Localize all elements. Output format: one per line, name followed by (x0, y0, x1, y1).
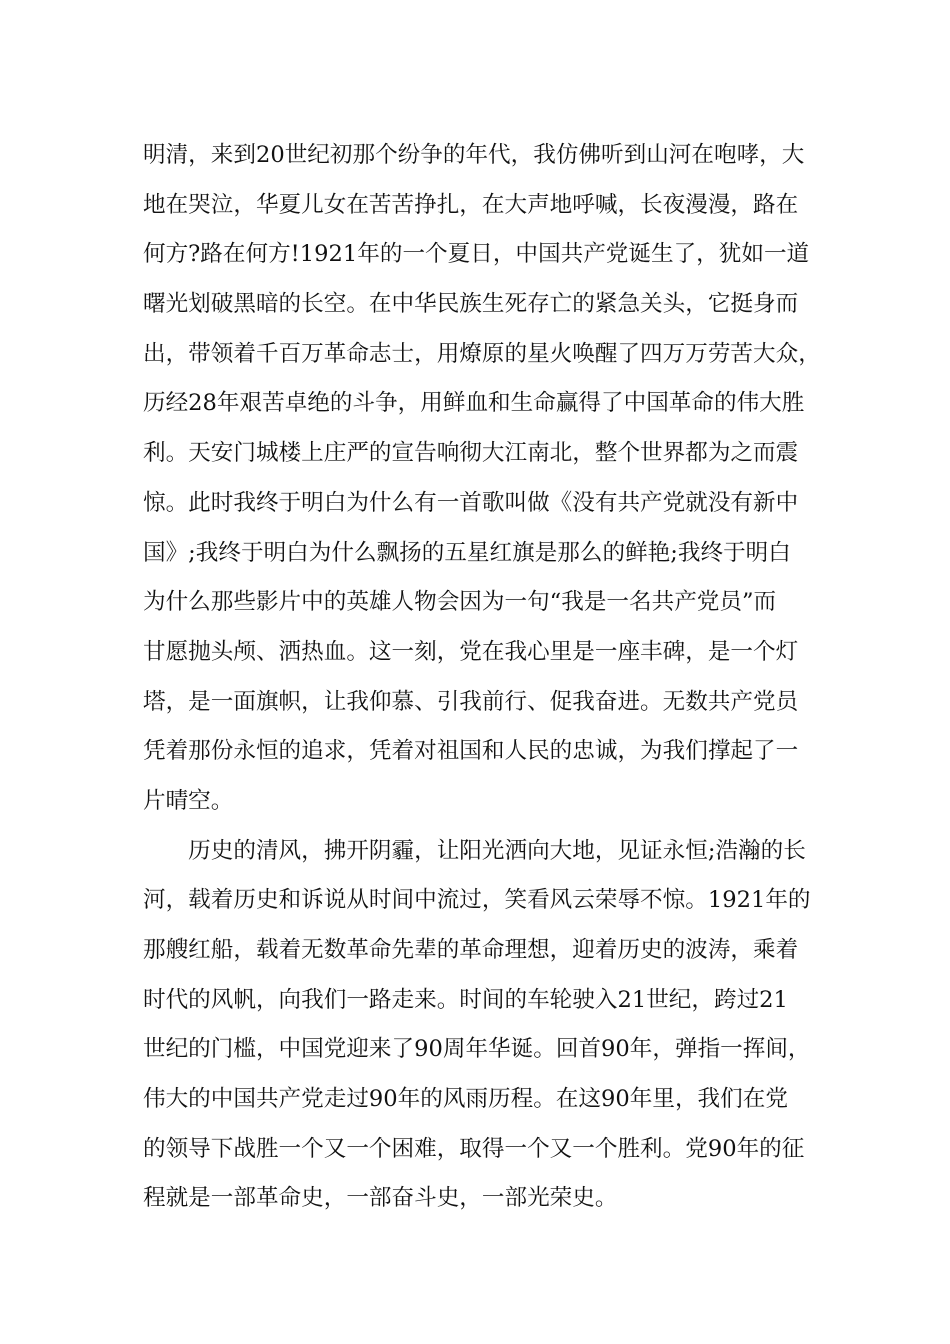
text-line: 曙光划破黑暗的长空。在中华民族生死存亡的紧急关头，它挺身而 (143, 291, 799, 318)
text-line: 地在哭泣，华夏儿女在苦苦挣扎，在大声地呼喊，长夜漫漫，路在 (143, 191, 799, 218)
text-line: 出，带领着千百万革命志士，用燎原的星火唤醒了四万万劳苦大众， (143, 340, 821, 367)
text-line: 的领导下战胜一个又一个困难，取得一个又一个胜利。党90年的征 (143, 1135, 805, 1162)
text-line: 利。天安门城楼上庄严的宣告响彻大江南北，整个世界都为之而震 (143, 440, 799, 467)
text-line: 为什么那些影片中的英雄人物会因为一句“我是一名共产党员”而 (143, 589, 777, 616)
paragraph-1 (143, 131, 821, 827)
text-line: 河，载着历史和诉说从时间中流过，笑看风云荣辱不惊。1921年的 (143, 887, 811, 914)
text-line: 塔，是一面旗帜，让我仰慕、引我前行、促我奋进。无数共产党员 (143, 688, 799, 715)
text-line: 何方?路在何方!1921年的一个夏日，中国共产党诞生了，犹如一道 (143, 241, 810, 268)
text-line: 时代的风帆，向我们一路走来。时间的车轮驶入21世纪，跨过21 (143, 986, 788, 1013)
text-line: 甘愿抛头颅、洒热血。这一刻，党在我心里是一座丰碑，是一个灯 (143, 638, 799, 665)
text-line: 明清，来到20世纪初那个纷争的年代，我仿佛听到山河在咆哮，大 (143, 142, 805, 168)
text-line: 片晴空。 (143, 787, 234, 814)
body-text (143, 131, 821, 1224)
paragraph-2 (143, 827, 813, 1225)
text-line: 世纪的门槛，中国党迎来了90周年华诞。回首90年，弹指一挥间， (143, 1036, 811, 1063)
text-line: 凭着那份永恒的追求，凭着对祖国和人民的忠诚，为我们撑起了一 (143, 738, 799, 765)
text-line: 历经28年艰苦卓绝的斗争，用鲜血和生命赢得了中国革命的伟大胜 (143, 390, 805, 417)
text-line: 伟大的中国共产党走过90年的风雨历程。在这90年里，我们在党 (143, 1086, 788, 1113)
text-line: 历史的清风，拂开阴霾，让阳光洒向大地，见证永恒;浩瀚的长 (143, 837, 806, 864)
text-line: 国》;我终于明白为什么飘扬的五星红旗是那么的鲜艳;我终于明白 (143, 539, 791, 566)
text-line: 那艘红船，载着无数革命先辈的革命理想，迎着历史的波涛，乘着 (143, 937, 799, 963)
text-line: 惊。此时我终于明白为什么有一首歌叫做《没有共产党就没有新中 (143, 489, 799, 516)
text-line: 程就是一部革命史，一部奋斗史，一部光荣史。 (143, 1185, 618, 1212)
